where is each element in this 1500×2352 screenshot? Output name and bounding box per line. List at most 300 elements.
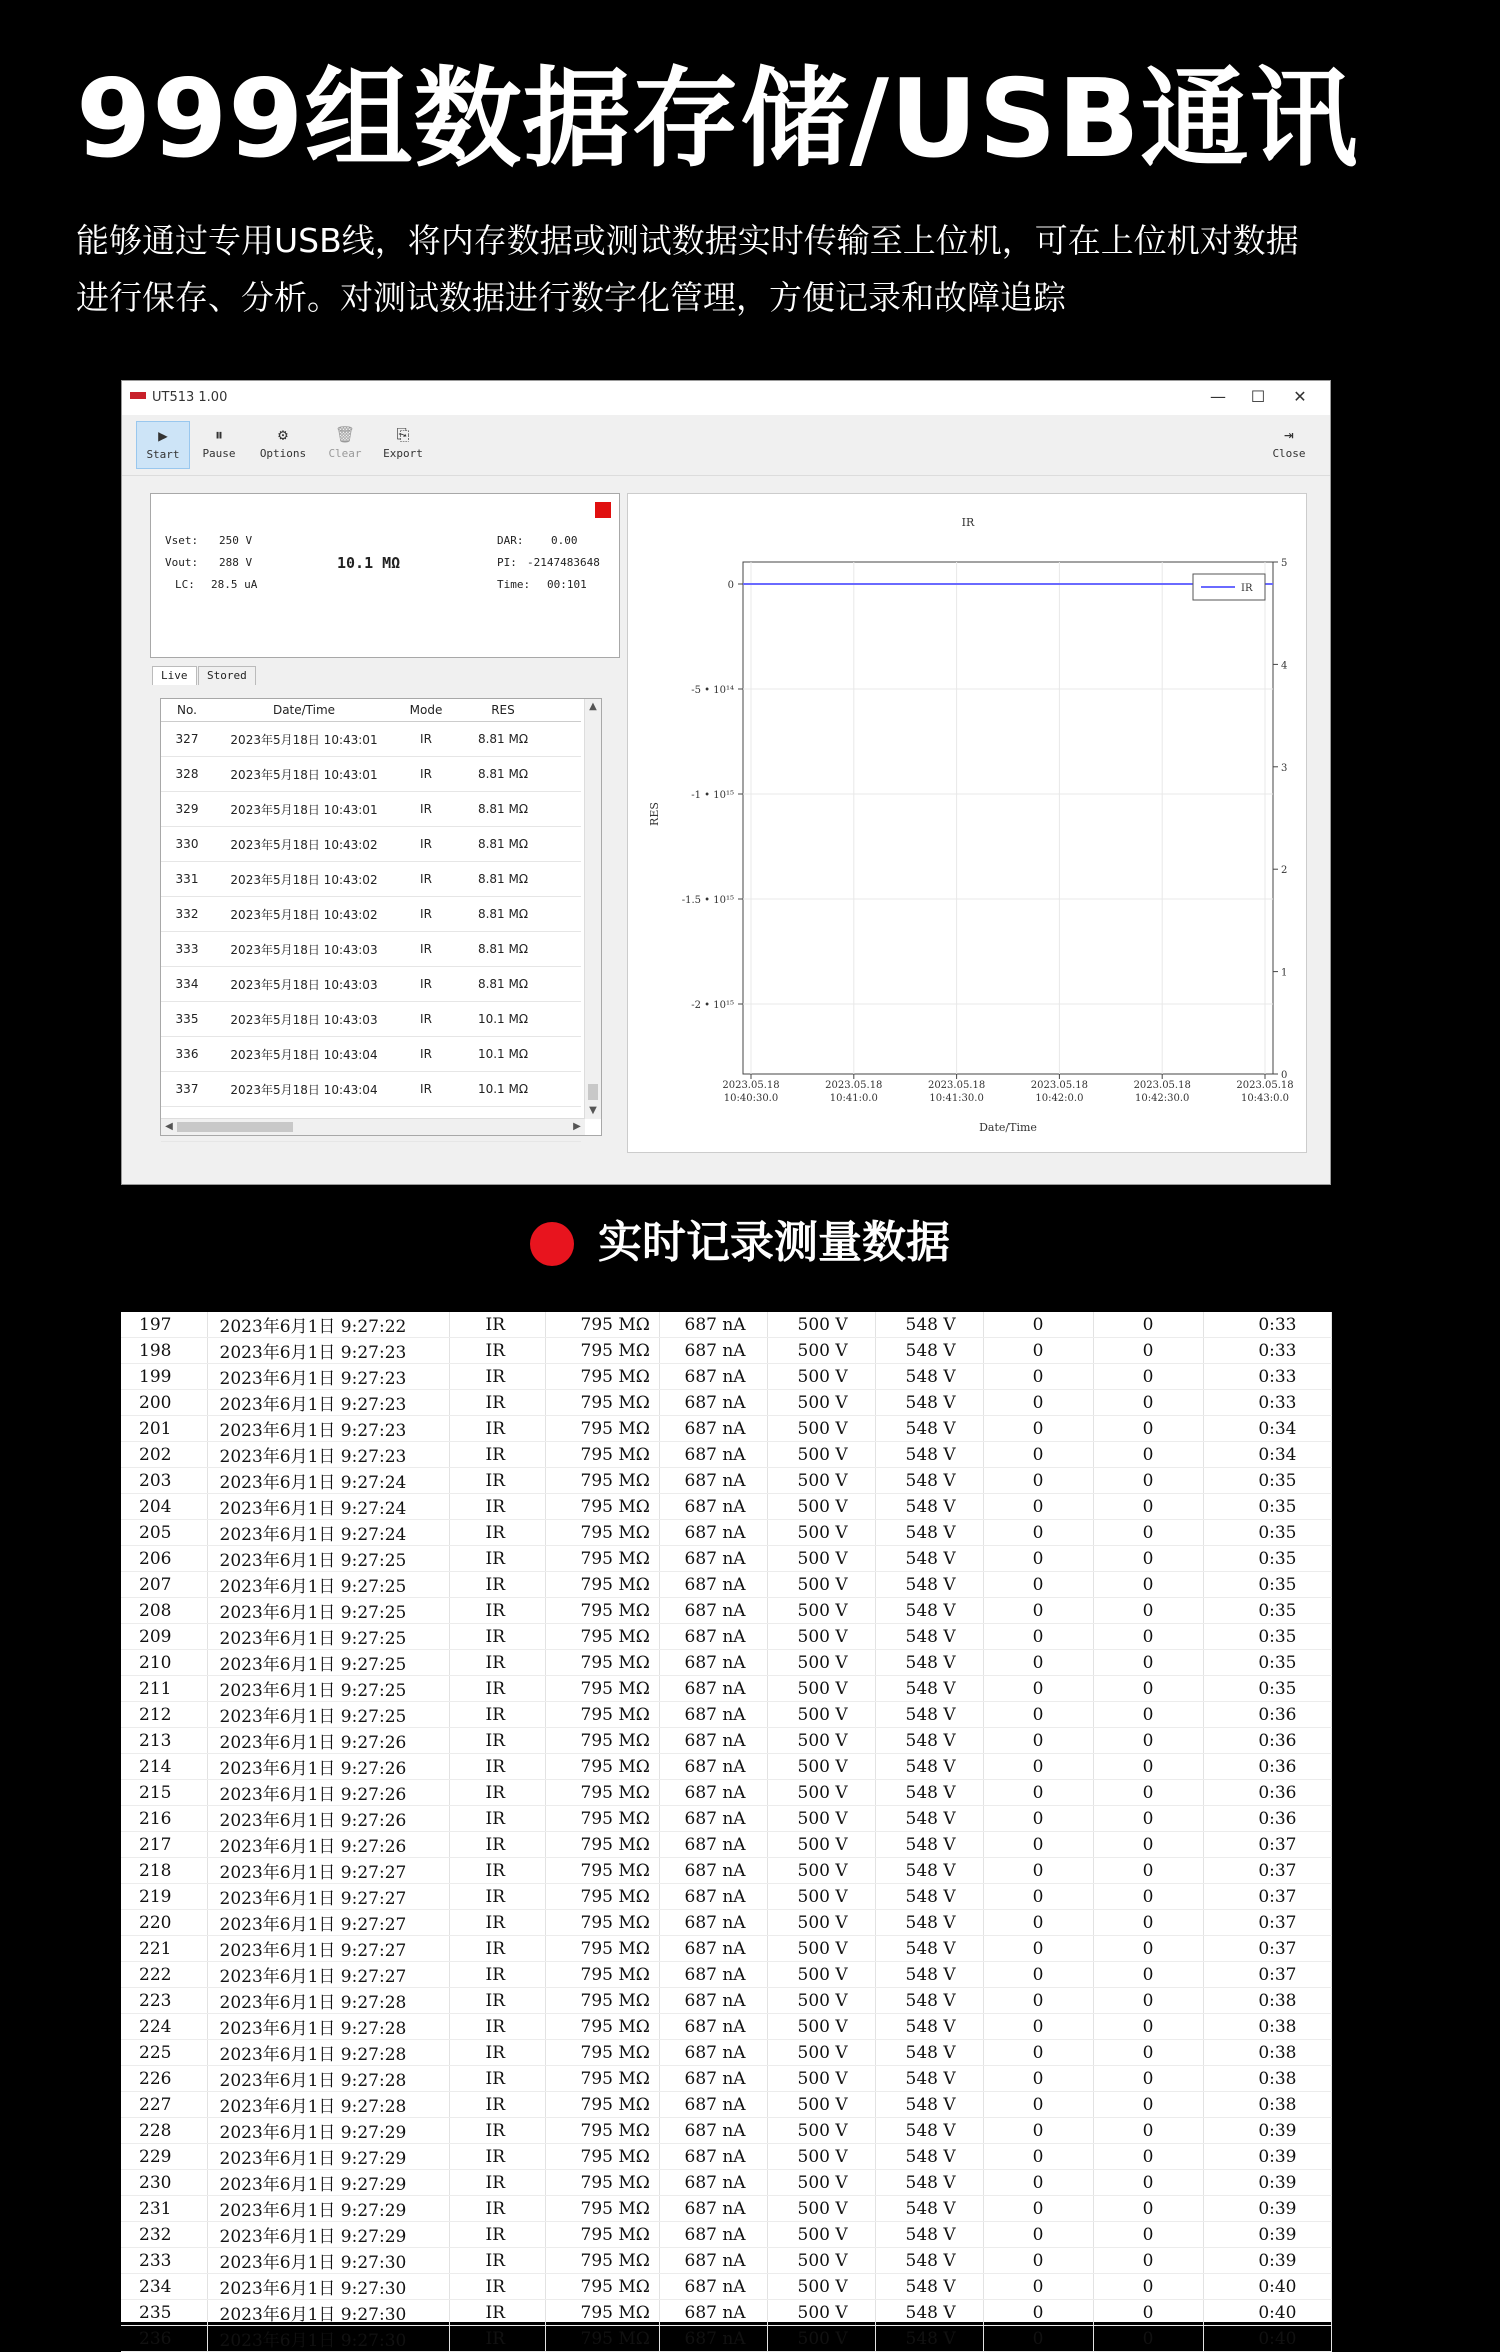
cell-mode: IR xyxy=(449,1754,545,1780)
cell-current: 687 nA xyxy=(659,1962,767,1988)
table-row[interactable] xyxy=(161,932,581,967)
cell-mode: IR xyxy=(395,967,457,1002)
cell-mode: IR xyxy=(395,932,457,967)
cell-no: 224 xyxy=(121,2014,207,2040)
start-button[interactable] xyxy=(136,421,190,469)
tab-stored[interactable]: Stored xyxy=(198,666,256,685)
sheet-row[interactable] xyxy=(121,2196,1331,2222)
cell-datetime: 2023年6月1日 9:27:28 xyxy=(207,2092,449,2118)
cell-resistance: 795 MΩ xyxy=(545,1650,659,1676)
table-row[interactable] xyxy=(161,722,581,757)
cell-resistance: 795 MΩ xyxy=(545,1468,659,1494)
sheet-row[interactable] xyxy=(121,1728,1331,1754)
cell-dar: 0 xyxy=(983,1598,1093,1624)
cell-mode: IR xyxy=(449,1364,545,1390)
sheet-row[interactable] xyxy=(121,2300,1331,2326)
cell-time: 0:36 xyxy=(1203,1780,1331,1806)
cell-mode: IR xyxy=(449,1728,545,1754)
cell-pi: 0 xyxy=(1093,1858,1203,1884)
sheet-row[interactable] xyxy=(121,2326,1331,2352)
cell-pi: 0 xyxy=(1093,1546,1203,1572)
cell-current: 687 nA xyxy=(659,1754,767,1780)
cell-set-voltage: 500 V xyxy=(767,1364,875,1390)
cell-out-voltage: 548 V xyxy=(875,1494,983,1520)
table-row[interactable] xyxy=(161,757,581,792)
cell-set-voltage: 500 V xyxy=(767,1884,875,1910)
cell-pi: 0 xyxy=(1093,1650,1203,1676)
cell-set-voltage: 500 V xyxy=(767,1494,875,1520)
cell-out-voltage: 548 V xyxy=(875,2092,983,2118)
x-tick-label-time: 10:42:30.0 xyxy=(1134,1093,1190,1104)
cell-mode: IR xyxy=(449,1988,545,2014)
cell-set-voltage: 500 V xyxy=(767,1676,875,1702)
cell-time: 0:34 xyxy=(1203,1442,1331,1468)
cell-mode: IR xyxy=(395,827,457,862)
table-row[interactable] xyxy=(161,967,581,1002)
cell-no: 219 xyxy=(121,1884,207,1910)
cell-spacer xyxy=(549,792,581,827)
cell-dar: 0 xyxy=(983,1520,1093,1546)
cell-out-voltage: 548 V xyxy=(875,2274,983,2300)
minimize-button[interactable]: — xyxy=(1210,387,1226,406)
sheet-row[interactable] xyxy=(121,1572,1331,1598)
sheet-row[interactable] xyxy=(121,1468,1331,1494)
cell-out-voltage: 548 V xyxy=(875,2326,983,2352)
cell-time: 0:38 xyxy=(1203,2040,1331,2066)
sheet-row[interactable] xyxy=(121,1442,1331,1468)
cell-resistance: 795 MΩ xyxy=(545,1702,659,1728)
cell-dar: 0 xyxy=(983,1312,1093,1338)
cell-datetime: 2023年6月1日 9:27:26 xyxy=(207,1806,449,1832)
vertical-scrollbar[interactable] xyxy=(584,699,601,1119)
cell-dar: 0 xyxy=(983,2014,1093,2040)
cell-resistance: 795 MΩ xyxy=(545,2118,659,2144)
cell-out-voltage: 548 V xyxy=(875,2066,983,2092)
sheet-row[interactable] xyxy=(121,2222,1331,2248)
close-tool-button[interactable] xyxy=(1262,421,1316,469)
cell-datetime: 2023年6月1日 9:27:27 xyxy=(207,1936,449,1962)
cell-time: 0:35 xyxy=(1203,1598,1331,1624)
cell-resistance: 795 MΩ xyxy=(545,1676,659,1702)
cell-res: 8.81 MΩ xyxy=(457,897,549,932)
cell-current: 687 nA xyxy=(659,1728,767,1754)
cell-mode: IR xyxy=(395,1037,457,1072)
cell-out-voltage: 548 V xyxy=(875,1598,983,1624)
sheet-row[interactable] xyxy=(121,1702,1331,1728)
col-mode[interactable]: Mode xyxy=(395,699,457,722)
cell-pi: 0 xyxy=(1093,2118,1203,2144)
vset-value: 250 V xyxy=(219,534,253,547)
cell-dar: 0 xyxy=(983,1832,1093,1858)
cell-no: 210 xyxy=(121,1650,207,1676)
trash-icon: 🗑 xyxy=(334,425,356,444)
cell-no: 336 xyxy=(161,1037,213,1072)
cell-set-voltage: 500 V xyxy=(767,2196,875,2222)
cell-resistance: 795 MΩ xyxy=(545,1832,659,1858)
cell-pi: 0 xyxy=(1093,1442,1203,1468)
cell-time: 0:37 xyxy=(1203,1858,1331,1884)
cell-mode: IR xyxy=(449,2066,545,2092)
start-label: Start xyxy=(146,448,180,461)
cell-current: 687 nA xyxy=(659,1338,767,1364)
x-tick-label-time: 10:43:0.0 xyxy=(1240,1093,1290,1104)
time-label: Time: xyxy=(497,578,531,591)
cell-current: 687 nA xyxy=(659,1390,767,1416)
cell-resistance: 795 MΩ xyxy=(545,1910,659,1936)
sheet-row[interactable] xyxy=(121,2118,1331,2144)
cell-pi: 0 xyxy=(1093,2014,1203,2040)
export-button[interactable] xyxy=(376,421,430,469)
cell-out-voltage: 548 V xyxy=(875,2040,983,2066)
cell-time: 0:33 xyxy=(1203,1364,1331,1390)
sheet-row[interactable] xyxy=(121,2144,1331,2170)
cell-time: 0:36 xyxy=(1203,1754,1331,1780)
col-datetime[interactable]: Date/Time xyxy=(213,699,395,722)
sheet-row[interactable] xyxy=(121,1494,1331,1520)
sheet-row[interactable] xyxy=(121,2066,1331,2092)
scroll-down-icon[interactable]: ▼ xyxy=(589,1105,597,1116)
cell-dar: 0 xyxy=(983,1806,1093,1832)
cell-mode: IR xyxy=(449,1702,545,1728)
cell-dar: 0 xyxy=(983,1650,1093,1676)
scroll-right-icon[interactable]: ▶ xyxy=(573,1121,581,1132)
sheet-row[interactable] xyxy=(121,2274,1331,2300)
cell-datetime: 2023年5月18日 10:43:03 xyxy=(213,932,395,967)
cell-current: 687 nA xyxy=(659,2300,767,2326)
cell-dar: 0 xyxy=(983,1546,1093,1572)
cell-out-voltage: 548 V xyxy=(875,2170,983,2196)
close-window-button[interactable]: ✕ xyxy=(1293,387,1307,406)
cell-pi: 0 xyxy=(1093,1520,1203,1546)
x-tick-label-date: 2023.05.18 xyxy=(825,1080,883,1091)
cell-resistance: 795 MΩ xyxy=(545,1546,659,1572)
cell-time: 0:33 xyxy=(1203,1312,1331,1338)
y-tick-label: -1.5 • 10¹⁵ xyxy=(681,895,734,906)
x-axis-label: Date/Time xyxy=(979,1121,1037,1134)
cell-resistance: 795 MΩ xyxy=(545,2274,659,2300)
clear-button[interactable] xyxy=(318,421,372,469)
sheet-row[interactable] xyxy=(121,1884,1331,1910)
cell-current: 687 nA xyxy=(659,1364,767,1390)
cell-datetime: 2023年6月1日 9:27:30 xyxy=(207,2326,449,2352)
cell-out-voltage: 548 V xyxy=(875,2144,983,2170)
y-right-tick-label: 5 xyxy=(1281,558,1288,569)
cell-set-voltage: 500 V xyxy=(767,1312,875,1338)
table-row[interactable] xyxy=(161,827,581,862)
y-right-tick-label: 1 xyxy=(1281,967,1288,979)
cell-mode: IR xyxy=(449,2144,545,2170)
cell-no: 330 xyxy=(161,827,213,862)
cell-no: 226 xyxy=(121,2066,207,2092)
cell-current: 687 nA xyxy=(659,1832,767,1858)
sheet-row[interactable] xyxy=(121,1936,1331,1962)
pause-button[interactable] xyxy=(192,421,246,469)
cell-dar: 0 xyxy=(983,1988,1093,2014)
cell-time: 0:36 xyxy=(1203,1702,1331,1728)
cell-resistance: 795 MΩ xyxy=(545,1416,659,1442)
cell-spacer xyxy=(549,757,581,792)
chart-panel xyxy=(627,493,1307,1153)
window-title: UT513 1.00 xyxy=(152,390,228,405)
tab-live[interactable]: Live xyxy=(152,666,197,685)
col-res[interactable]: RES xyxy=(457,699,549,722)
sheet-row[interactable] xyxy=(121,1858,1331,1884)
options-button[interactable] xyxy=(252,421,314,469)
cell-out-voltage: 548 V xyxy=(875,1546,983,1572)
x-tick-label-date: 2023.05.18 xyxy=(722,1080,780,1091)
options-label: Options xyxy=(259,447,307,460)
cell-resistance: 795 MΩ xyxy=(545,1390,659,1416)
cell-pi: 0 xyxy=(1093,1832,1203,1858)
horizontal-scrollbar[interactable] xyxy=(161,1118,585,1135)
col-no[interactable]: No. xyxy=(161,699,213,722)
x-tick-label-date: 2023.05.18 xyxy=(1030,1080,1089,1091)
cell-res: 8.81 MΩ xyxy=(457,862,549,897)
cell-mode: IR xyxy=(449,1910,545,1936)
cell-mode: IR xyxy=(449,2274,545,2300)
cell-pi: 0 xyxy=(1093,1962,1203,1988)
legend-label: IR xyxy=(1241,583,1253,594)
cell-time: 0:39 xyxy=(1203,2196,1331,2222)
cell-pi: 0 xyxy=(1093,1312,1203,1338)
cell-set-voltage: 500 V xyxy=(767,2300,875,2326)
horizontal-scroll-thumb[interactable] xyxy=(177,1122,293,1132)
cell-dar: 0 xyxy=(983,1338,1093,1364)
cell-no: 235 xyxy=(121,2300,207,2326)
sheet-row[interactable] xyxy=(121,1416,1331,1442)
cell-resistance: 795 MΩ xyxy=(545,1780,659,1806)
sheet-row[interactable] xyxy=(121,1624,1331,1650)
cell-dar: 0 xyxy=(983,2274,1093,2300)
table-row[interactable] xyxy=(161,792,581,827)
cell-pi: 0 xyxy=(1093,2248,1203,2274)
cell-no: 205 xyxy=(121,1520,207,1546)
cell-out-voltage: 548 V xyxy=(875,2014,983,2040)
sheet-row[interactable] xyxy=(121,1390,1331,1416)
maximize-button[interactable]: ☐ xyxy=(1250,387,1266,406)
cell-out-voltage: 548 V xyxy=(875,1936,983,1962)
cell-datetime: 2023年5月18日 10:43:02 xyxy=(213,827,395,862)
sheet-row[interactable] xyxy=(121,2248,1331,2274)
cell-time: 0:34 xyxy=(1203,1416,1331,1442)
close-tool-label: Close xyxy=(1272,447,1306,460)
cell-dar: 0 xyxy=(983,1364,1093,1390)
cell-mode: IR xyxy=(449,1416,545,1442)
cell-out-voltage: 548 V xyxy=(875,1572,983,1598)
cell-set-voltage: 500 V xyxy=(767,2118,875,2144)
cell-dar: 0 xyxy=(983,2092,1093,2118)
cell-mode: IR xyxy=(395,862,457,897)
sheet-row[interactable] xyxy=(121,2092,1331,2118)
scroll-up-icon[interactable]: ▲ xyxy=(589,701,597,712)
table-row[interactable] xyxy=(161,1072,581,1107)
cell-datetime: 2023年6月1日 9:27:25 xyxy=(207,1702,449,1728)
cell-dar: 0 xyxy=(983,1884,1093,1910)
cell-mode: IR xyxy=(449,1650,545,1676)
cell-pi: 0 xyxy=(1093,2222,1203,2248)
cell-time: 0:38 xyxy=(1203,2092,1331,2118)
x-tick-label-time: 10:41:30.0 xyxy=(929,1093,984,1104)
cell-datetime: 2023年6月1日 9:27:28 xyxy=(207,2040,449,2066)
cell-set-voltage: 500 V xyxy=(767,2144,875,2170)
table-row[interactable] xyxy=(161,1002,581,1037)
cell-set-voltage: 500 V xyxy=(767,2170,875,2196)
cell-time: 0:39 xyxy=(1203,2222,1331,2248)
cell-dar: 0 xyxy=(983,1780,1093,1806)
table-row[interactable] xyxy=(161,862,581,897)
app-window xyxy=(121,380,1331,1185)
vout-value: 288 V xyxy=(219,556,253,569)
cell-dar: 0 xyxy=(983,1572,1093,1598)
sheet-row[interactable] xyxy=(121,1832,1331,1858)
cell-mode: IR xyxy=(449,2118,545,2144)
cell-pi: 0 xyxy=(1093,1936,1203,1962)
cell-dar: 0 xyxy=(983,1858,1093,1884)
cell-spacer xyxy=(549,967,581,1002)
cell-no: 225 xyxy=(121,2040,207,2066)
ir-chart xyxy=(628,494,1308,1154)
cell-set-voltage: 500 V xyxy=(767,1624,875,1650)
cell-current: 687 nA xyxy=(659,1312,767,1338)
sheet-row[interactable] xyxy=(121,2014,1331,2040)
sheet-row[interactable] xyxy=(121,1338,1331,1364)
cell-out-voltage: 548 V xyxy=(875,1312,983,1338)
cell-spacer xyxy=(549,1002,581,1037)
sheet-row[interactable] xyxy=(121,1910,1331,1936)
cell-current: 687 nA xyxy=(659,1676,767,1702)
cell-out-voltage: 548 V xyxy=(875,1858,983,1884)
sheet-row[interactable] xyxy=(121,1364,1331,1390)
cell-out-voltage: 548 V xyxy=(875,1988,983,2014)
cell-pi: 0 xyxy=(1093,2274,1203,2300)
cell-pi: 0 xyxy=(1093,2092,1203,2118)
cell-time: 0:33 xyxy=(1203,1338,1331,1364)
cell-resistance: 795 MΩ xyxy=(545,1884,659,1910)
cell-current: 687 nA xyxy=(659,2092,767,2118)
cell-set-voltage: 500 V xyxy=(767,1416,875,1442)
cell-resistance: 795 MΩ xyxy=(545,2222,659,2248)
gear-icon: ⚙ xyxy=(278,425,288,444)
cell-out-voltage: 548 V xyxy=(875,1728,983,1754)
cell-out-voltage: 548 V xyxy=(875,1650,983,1676)
y-right-tick-label: 3 xyxy=(1281,762,1288,774)
scroll-left-icon[interactable]: ◀ xyxy=(165,1121,173,1132)
intro-text xyxy=(76,212,1436,326)
cell-datetime: 2023年6月1日 9:27:25 xyxy=(207,1650,449,1676)
cell-set-voltage: 500 V xyxy=(767,1988,875,2014)
cell-no: 333 xyxy=(161,932,213,967)
cell-mode: IR xyxy=(449,1520,545,1546)
intro-line-2: 进行保存、分析。对测试数据进行数字化管理，方便记录和故障追踪 xyxy=(76,278,1066,317)
cell-mode: IR xyxy=(449,1572,545,1598)
sheet-row[interactable] xyxy=(121,2170,1331,2196)
cell-no: 208 xyxy=(121,1598,207,1624)
cell-dar: 0 xyxy=(983,2222,1093,2248)
cell-resistance: 795 MΩ xyxy=(545,2300,659,2326)
cell-set-voltage: 500 V xyxy=(767,1806,875,1832)
cell-res: 10.1 MΩ xyxy=(457,1072,549,1107)
cell-current: 687 nA xyxy=(659,1572,767,1598)
cell-resistance: 795 MΩ xyxy=(545,1936,659,1962)
cell-no: 328 xyxy=(161,757,213,792)
cell-no: 214 xyxy=(121,1754,207,1780)
pi-value: -2147483648 xyxy=(527,556,600,569)
cell-no: 203 xyxy=(121,1468,207,1494)
sheet-row[interactable] xyxy=(121,1780,1331,1806)
cell-out-voltage: 548 V xyxy=(875,1910,983,1936)
red-dot-icon xyxy=(530,1222,574,1266)
cell-datetime: 2023年6月1日 9:27:28 xyxy=(207,2014,449,2040)
sheet-row[interactable] xyxy=(121,1650,1331,1676)
cell-pi: 0 xyxy=(1093,1754,1203,1780)
table-row[interactable] xyxy=(161,1037,581,1072)
cell-mode: IR xyxy=(449,2014,545,2040)
cell-no: 231 xyxy=(121,2196,207,2222)
cell-set-voltage: 500 V xyxy=(767,2092,875,2118)
cell-datetime: 2023年6月1日 9:27:26 xyxy=(207,1780,449,1806)
cell-datetime: 2023年6月1日 9:27:29 xyxy=(207,2170,449,2196)
sheet-row[interactable] xyxy=(121,1754,1331,1780)
sheet-row[interactable] xyxy=(121,1598,1331,1624)
cell-time: 0:35 xyxy=(1203,1546,1331,1572)
sheet-row[interactable] xyxy=(121,1676,1331,1702)
cell-datetime: 2023年6月1日 9:27:29 xyxy=(207,2222,449,2248)
cell-time: 0:38 xyxy=(1203,1988,1331,2014)
sheet-row[interactable] xyxy=(121,1806,1331,1832)
cell-resistance: 795 MΩ xyxy=(545,1338,659,1364)
cell-out-voltage: 548 V xyxy=(875,2196,983,2222)
cell-mode: IR xyxy=(449,1338,545,1364)
vertical-scroll-thumb[interactable] xyxy=(588,1084,598,1100)
cell-no: 221 xyxy=(121,1936,207,1962)
cell-dar: 0 xyxy=(983,1702,1093,1728)
cell-current: 687 nA xyxy=(659,2222,767,2248)
cell-no: 216 xyxy=(121,1806,207,1832)
cell-res: 8.81 MΩ xyxy=(457,722,549,757)
data-sheet xyxy=(121,1312,1331,2351)
cell-set-voltage: 500 V xyxy=(767,1390,875,1416)
record-indicator-icon xyxy=(595,502,611,518)
cell-no: 329 xyxy=(161,792,213,827)
cell-resistance: 795 MΩ xyxy=(545,1624,659,1650)
cell-set-voltage: 500 V xyxy=(767,1598,875,1624)
sheet-row[interactable] xyxy=(121,1546,1331,1572)
cell-pi: 0 xyxy=(1093,2170,1203,2196)
cell-set-voltage: 500 V xyxy=(767,1754,875,1780)
cell-current: 687 nA xyxy=(659,1806,767,1832)
cell-mode: IR xyxy=(449,1494,545,1520)
sheet-row[interactable] xyxy=(121,1988,1331,2014)
cell-no: 211 xyxy=(121,1676,207,1702)
table-row[interactable] xyxy=(161,897,581,932)
cell-set-voltage: 500 V xyxy=(767,2014,875,2040)
cell-time: 0:35 xyxy=(1203,1624,1331,1650)
cell-spacer xyxy=(549,1072,581,1107)
cell-datetime: 2023年6月1日 9:27:23 xyxy=(207,1364,449,1390)
sheet-row[interactable] xyxy=(121,1312,1331,1338)
cell-pi: 0 xyxy=(1093,2300,1203,2326)
cell-no: 230 xyxy=(121,2170,207,2196)
sheet-row[interactable] xyxy=(121,1520,1331,1546)
cell-no: 236 xyxy=(121,2326,207,2352)
cell-no: 233 xyxy=(121,2248,207,2274)
sheet-row[interactable] xyxy=(121,2040,1331,2066)
sheet-row[interactable] xyxy=(121,1962,1331,1988)
cell-out-voltage: 548 V xyxy=(875,2300,983,2326)
cell-dar: 0 xyxy=(983,2118,1093,2144)
cell-set-voltage: 500 V xyxy=(767,1910,875,1936)
cell-dar: 0 xyxy=(983,2326,1093,2352)
